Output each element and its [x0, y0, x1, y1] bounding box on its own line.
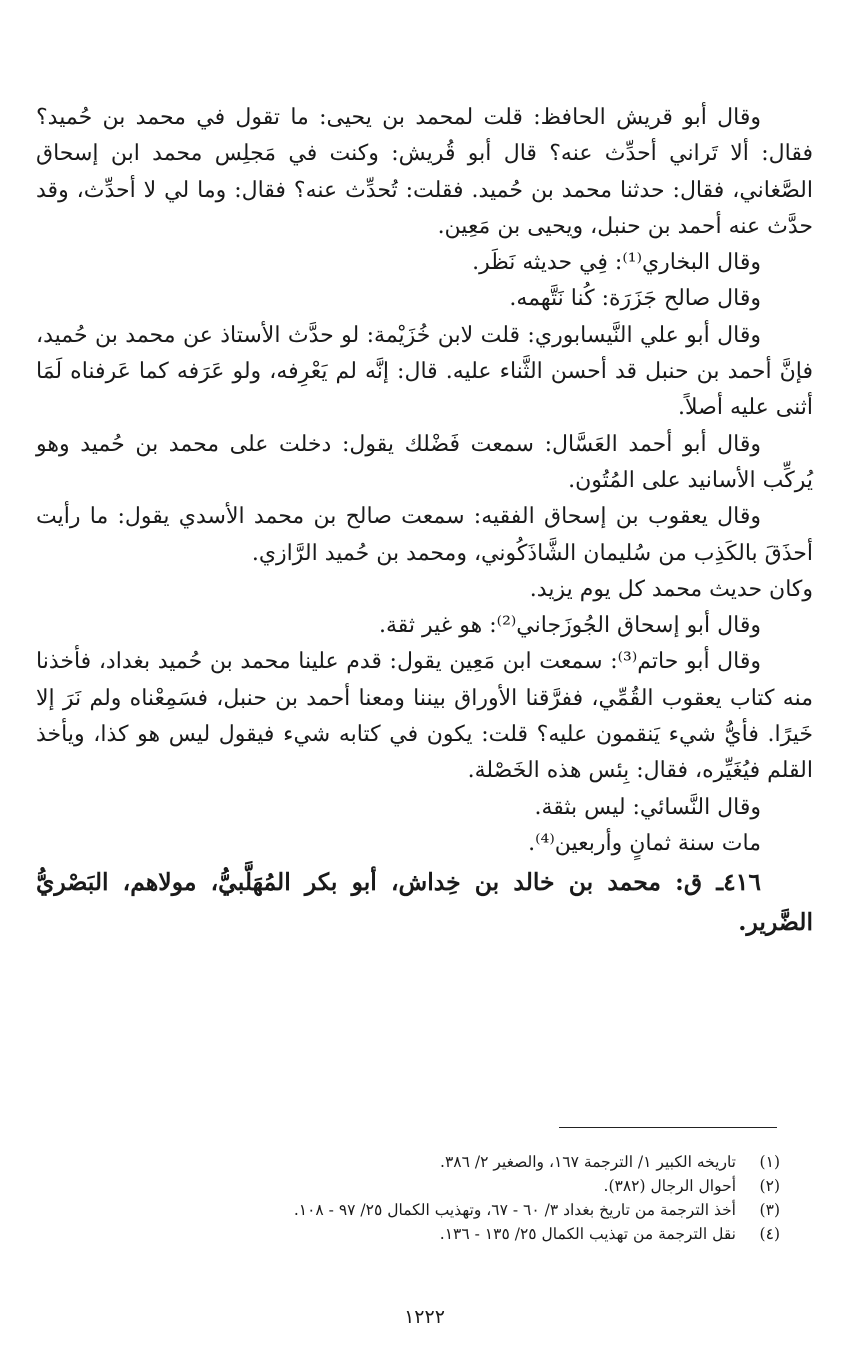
paragraph-nasai: وقال النَّسائي: ليس بثقة. — [534, 794, 761, 820]
footnote-number: (٢) — [759, 1177, 780, 1195]
paragraph-abu-ali: وقال أبو علي النَّيسابوري: قلت لابن خُزَيْمة: لو حدَّث الأستاذ عن محمد بن حُميد، فإنَّ أحمد بن حنبل قد أحسن الثَّناء عليه. قال: إنَّه لم يَعْرِفه، ولو عَرَفه كما عَرفناه لَمَا أثنى عليه أصلاً. — [36, 322, 813, 421]
footnote-item — [60, 1198, 780, 1222]
footnote-text: أخذ الترجمة من تاريخ بغداد ٣/ ٦٠ - ٦٧، وتهذيب الكمال ٢٥/ ٩٧ - ١٠٨. — [293, 1201, 736, 1219]
paragraph-hadith-muhammad: وكان حديث محمد كل يوم يزيد. — [529, 576, 813, 602]
paragraph-yaqub: وقال يعقوب بن إسحاق الفقيه: سمعت صالح بن محمد الأسدي يقول: ما رأيت أحذَقَ بالكَذِب من سُليمان الشَّاذَكُوني، ومحمد بن حُميد الرَّازي. — [36, 504, 813, 566]
paragraph-abu-quraysh: وقال أبو قريش الحافظ: قلت لمحمد بن يحيى: ما تقول في محمد بن حُميد؟ فقال: ألا تَراني أحدِّث عنه؟ قال أبو قُريش: وكنت في مَجلِس محمد ابن إسحاق الصَّغاني، فقال: حدثنا محمد بن حُميد. فقلت: تُحدِّث عنه؟ فقال: وما لي لا أحدِّث، وقد حدَّث عنه أحمد بن حنبل، ويحيى بن مَعِين. — [36, 105, 813, 239]
footnote-number: (٤) — [759, 1225, 780, 1243]
footnote-text: تاريخه الكبير ١/ الترجمة ١٦٧، والصغير ٢/ ٣٨٦. — [440, 1153, 736, 1171]
paragraph-abu-hatim: وقال أبو حاتم⁽³⁾: سمعت ابن مَعِين يقول: قدم علينا محمد بن حُميد بغداد، فأخذنا منه كتاب يعقوب القُمِّي، ففرَّقنا الأوراق بيننا ومعنا أحمد بن حنبل، فسَمِعْناه ولم نَرَ إلا خَيرًا. فأيُّ شيء يَنقمون عليه؟ قلت: يكون في كتابه شيء فيقول ليس هو كذا، ويأخذ القلم فيُغَيِّره، فقال: بِئس هذه الخَصْلة. — [36, 649, 813, 784]
footnote-item — [60, 1150, 780, 1174]
main-text — [36, 100, 813, 942]
footnote-item — [60, 1174, 780, 1198]
paragraph-salih-jazara: وقال صالح جَزَرَة: كُنا نَتَّهمه. — [509, 286, 761, 312]
paragraph-bukhari: وقال البخاري⁽¹⁾: فِي حديثه نَظَر. — [472, 250, 761, 276]
footnote-number: (٣) — [759, 1201, 780, 1219]
paragraph-abu-ahmad: وقال أبو أحمد العَسَّال: سمعت فَضْلك يقول: دخلت على محمد بن حُميد وهو يُركِّب الأسانيد على المُتُون. — [36, 431, 813, 493]
entry-heading: ٤١٦ـ ق: محمد بن خالد بن خِداش، أبو بكر المُهَلَّبيُّ، مولاهم، البَصْريُّ الضَّرير. — [36, 868, 813, 937]
footnote-item — [60, 1222, 780, 1246]
footnote-number: (١) — [759, 1153, 780, 1171]
footnote-divider — [559, 1127, 777, 1128]
footnote-text: أحوال الرجال (٣٨٢). — [603, 1177, 736, 1195]
paragraph-death-year: مات سنة ثمانٍ وأربعين⁽⁴⁾. — [528, 830, 761, 856]
footnote-text: نقل الترجمة من تهذيب الكمال ٢٥/ ١٣٥ - ١٣٦. — [439, 1225, 736, 1243]
page-number: ١٢٢٢ — [404, 1306, 445, 1328]
footnotes — [60, 1150, 780, 1246]
paragraph-juzajani: وقال أبو إسحاق الجُوزَجاني⁽²⁾: هو غير ثقة. — [378, 613, 761, 639]
